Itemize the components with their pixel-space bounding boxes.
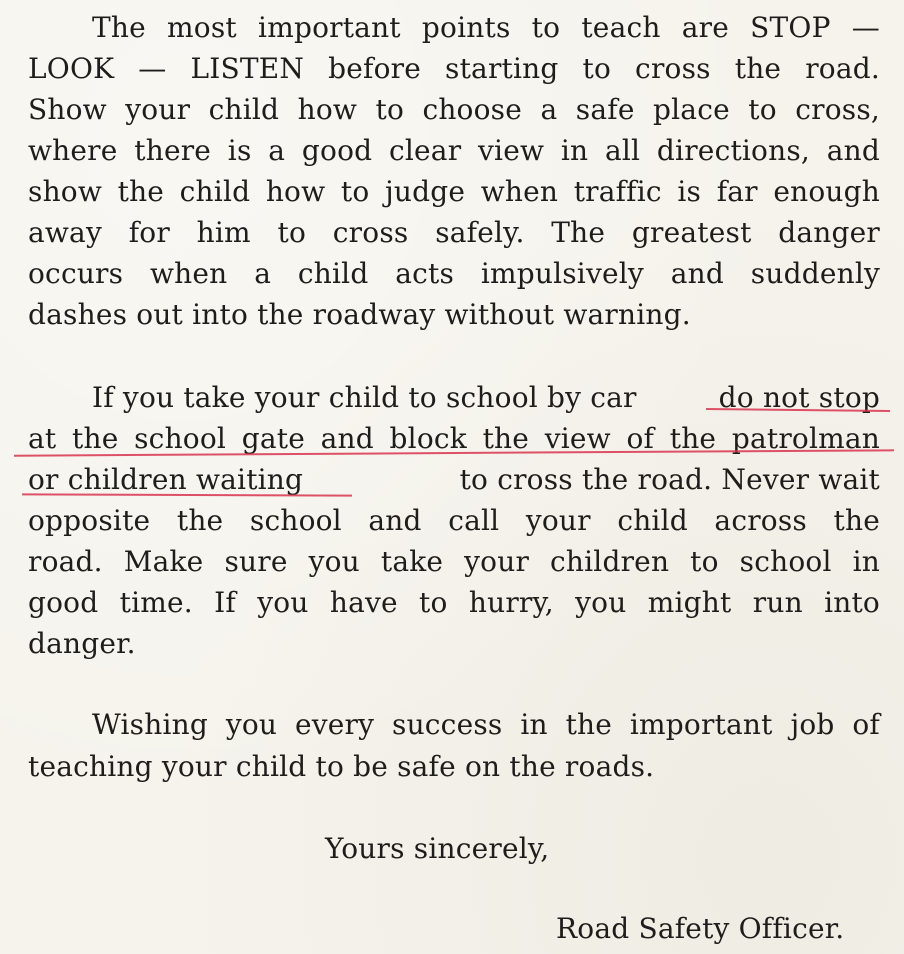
signature: Road Safety Officer.: [556, 912, 845, 945]
paragraph-2-line-1-prefix: If you take your child to school by car: [92, 381, 637, 414]
paragraph-1-line-3: Show your child how to choose a safe place to cross,: [28, 93, 880, 126]
paragraph-2-line-2: at the school gate and block the view of the patrolman: [28, 422, 880, 455]
paragraph-1-line-7: occurs when a child acts impulsively and suddenly: [28, 257, 880, 290]
paragraph-1-line-8: dashes out into the roadway without warning.: [28, 298, 691, 331]
paragraph-2-line-3-underlined: or children waiting: [28, 463, 304, 496]
paragraph-1-line-2: LOOK — LISTEN before starting to cross the road.: [28, 52, 880, 85]
paragraph-1-line-1: The most important points to teach are STOP —: [92, 11, 880, 44]
paragraph-2-line-1-underlined: do not stop: [718, 381, 880, 414]
paragraph-2-line-3-suffix: to cross the road. Never wait: [459, 463, 880, 496]
paragraph-1-line-5: show the child how to judge when traffic is far enough: [28, 175, 880, 208]
paragraph-2-line-4: opposite the school and call your child across the: [28, 504, 880, 537]
paragraph-2-line-1: [92, 378, 880, 418]
paragraph-2-line-6: good time. If you have to hurry, you might run into: [28, 586, 880, 619]
paragraph-3-line-1: Wishing you every success in the important job of: [92, 708, 880, 741]
paragraph-3-line-2: teaching your child to be safe on the roads.: [28, 750, 655, 783]
paragraph-2-line-7: danger.: [28, 627, 136, 660]
paragraph-1-line-6: away for him to cross safely. The greatest danger: [28, 216, 880, 249]
salutation: Yours sincerely,: [325, 832, 550, 865]
paragraph-2-line-5: road. Make sure you take your children to school in: [28, 545, 880, 578]
paragraph-1-line-4: where there is a good clear view in all directions, and: [28, 134, 880, 167]
